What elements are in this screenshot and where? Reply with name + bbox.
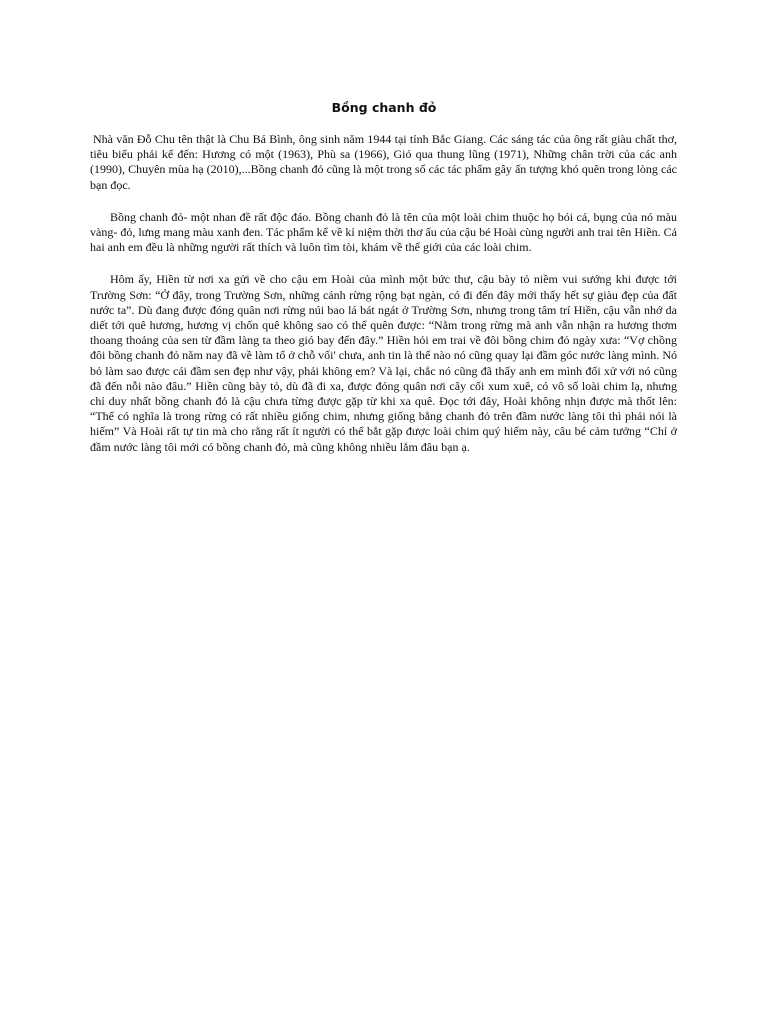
document-title: Bồng chanh đỏ xyxy=(331,100,437,115)
paragraph-3: Hôm ấy, Hiền từ nơi xa gửi về cho cậu em Hoài của mình một bức thư, cậu bày tỏ niềm vui sướng khi được tới Trường Sơn: “Ở đây, trong Trường Sơn, những cánh rừng rộng bạt ngàn, có đi đến đây mới thấy hết sự giàu đẹp của đất nước ta”. Dù đang được đóng quân nơi rừng núi bao lá bát ngát ở Trường Sơn, nhưng trong tâm trí Hiền, cậu vẫn nhớ da diết tới quê hương, hương vị chốn quê không sao có thể quên được: “Nằm trong rừng mà anh vẫn nhận ra hương thơm thoang thoảng của sen từ đầm làng ta theo gió bay đến đây.” Hiền hỏi em trai về đôi bồng chim đỏ ngày xưa: “Vợ chồng đôi bồng chanh đỏ năm nay đã về làm tổ ở chỗ vối' chưa, anh tin là thế nào nó cũng quay lại đầm góc nước làng mình. Nó bỏ làm sao được cái đầm sen đẹp như vậy, phải không em? Và lại, chắc nó cũng đã thấy anh em mình đối xử với nó cũng đã đến nỗi nào đâu.” Hiền cũng bày tỏ, dù đã đi xa, được đóng quân nơi cây cối xum xuê, có vô số loài chim lạ, nhưng chỉ duy nhất bồng chanh đỏ là cậu chưa từng được gặp từ khi xa quê. Đọc tới đây, Hoài không nhịn được mà thốt lên: “Thế có nghĩa là trong rừng có rất nhiều giống chim, nhưng giống bằng chanh đỏ trên đầm nước làng tôi thì phải nói là hiếm” Và Hoài rất tự tin mà cho rằng rất ít người có thể bắt gặp được loài chim quý hiếm này, câu bé cảm tưởng “Chỉ ở đầm nước làng tôi mới có bồng chanh đỏ, mà cũng không nhiều lắm đâu bạn ạ. xyxy=(90,272,677,454)
paragraph-1: Nhà văn Đỗ Chu tên thật là Chu Bá Bình, ông sinh năm 1944 tại tỉnh Bắc Giang. Các sáng tác của ông rất giàu chất thơ, tiêu biểu phải kể đến: Hương có một (1963), Phù sa (1966), Gió qua thung lũng (1971), Những chân trời của các anh (1990), Chuyên mùa hạ (2010),...Bồng chanh đỏ cũng là một trong số các tác phẩm gây ấn tượng khó quên trong lòng các bạn đọc. xyxy=(90,132,677,192)
paragraph-2: Bồng chanh đỏ- một nhan đề rất độc đáo. Bồng chanh đỏ là tên của một loài chim thuộc họ bói cá, bụng của nó màu vàng- đỏ, lưng mang màu xanh đen. Tác phẩm kể về kỉ niệm thời thơ ấu của cậu bé Hoài cùng người anh trai tên Hiền. Cả hai anh em đều là những người rất thích và luôn tìm tòi, khám về thế giới của các loài chim. xyxy=(90,209,677,255)
document-body xyxy=(90,132,677,472)
